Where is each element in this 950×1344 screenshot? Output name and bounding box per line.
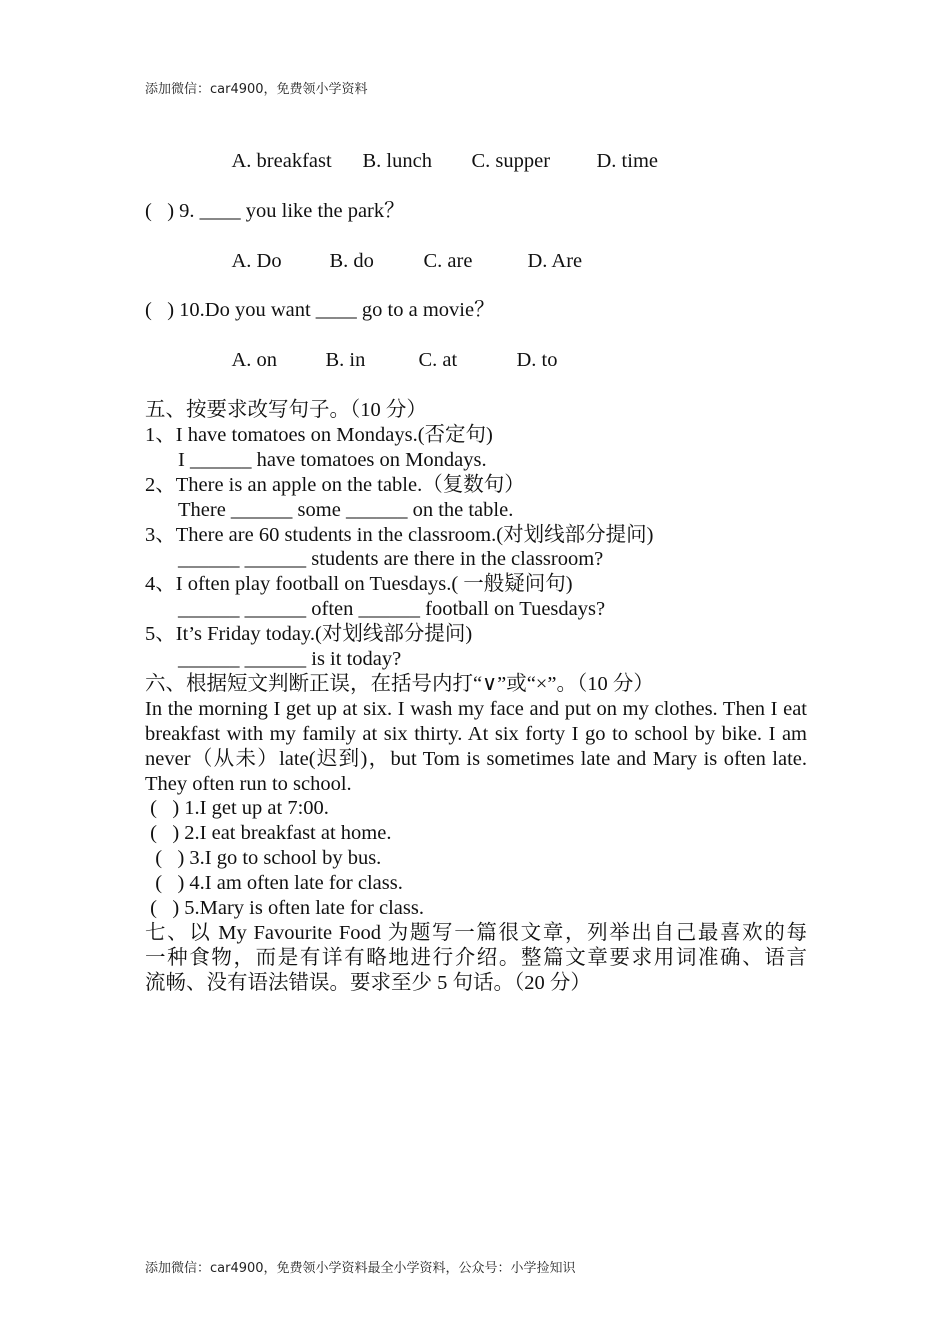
q9-option-b: B. do: [329, 249, 374, 272]
s6-item-3: ( ) 3.I go to school by bus.: [145, 847, 382, 870]
q9-question: ( ) 9. ____ you like the park？: [145, 199, 405, 222]
s6-item-1: ( ) 1.I get up at 7:00.: [145, 797, 329, 820]
section5-title: 五、按要求改写句子。（10 分）: [145, 398, 427, 421]
q9-option-c: C. are: [423, 249, 473, 272]
q8-option-b: B. lunch: [362, 149, 432, 172]
page-header: 添加微信：car4900，免费领小学资料: [145, 82, 368, 97]
s5-item-2-question: 2、There is an apple on the table.（复数句）: [145, 473, 525, 496]
section7-line-3: 流畅、没有语法错误。要求至少 5 句话。（20 分）: [145, 971, 591, 994]
q8-options: [145, 124, 807, 199]
s5-item-4-answer: ______ ______ often ______ football on Tuesdays?: [178, 598, 606, 621]
q10-option-a: A. on: [231, 349, 278, 372]
section7-line-2: 一种食物，而是有详有略地进行介绍。整篇文章要求用词准确、语言: [145, 946, 807, 969]
section7-line-1: 七、以 My Favourite Food 为题写一篇很文章，列举出自己最喜欢的每: [145, 922, 807, 944]
page-footer: 添加微信：car4900，免费领小学资料最全小学资料，公众号：小学捡知识: [145, 1261, 576, 1276]
s6-item-4: ( ) 4.I am often late for class.: [145, 872, 403, 895]
q8-option-d: D. time: [596, 149, 658, 172]
s5-item-4-question: 4、I often play football on Tuesdays.( 一般疑问句): [145, 573, 573, 596]
s5-item-3-answer: ______ ______ students are there in the classroom?: [178, 548, 604, 571]
section6-title: 六、根据短文判断正误，在括号内打“∨”或“×”。（10 分）: [145, 672, 654, 695]
q10-options: [145, 323, 807, 398]
s5-item-1-question: 1、I have tomatoes on Mondays.(否定句): [145, 423, 493, 446]
s6-item-2: ( ) 2.I eat breakfast at home.: [145, 822, 392, 845]
q9-option-a: A. Do: [231, 249, 282, 272]
worksheet-content: [145, 124, 807, 996]
s5-item-3-question: 3、There are 60 students in the classroom.(对划线部分提问): [145, 523, 654, 546]
s6-item-5: ( ) 5.Mary is often late for class.: [145, 897, 424, 920]
q9-option-d: D. Are: [527, 249, 583, 272]
q10-option-c: C. at: [418, 349, 458, 372]
q8-option-c: C. supper: [471, 149, 551, 172]
q8-option-a: A. breakfast: [231, 149, 332, 172]
s5-item-1-answer: I ______ have tomatoes on Mondays.: [178, 448, 487, 471]
section6-passage: In the morning I get up at six. I wash my face and put on my clothes. Then I eat breakfast with my family at six thirty. At six forty I go to school by bike. I am never（从未）late(迟到)，but Tom is sometimes late and Mary is often late. They often run to school.: [145, 697, 807, 795]
q10-option-d: D. to: [516, 349, 558, 372]
s5-item-5-answer: ______ ______ is it today?: [178, 648, 402, 671]
s5-item-2-answer: There ______ some ______ on the table.: [178, 498, 514, 521]
q9-options: [145, 224, 807, 299]
q10-question: ( ) 10.Do you want ____ go to a movie？: [145, 299, 495, 322]
s5-item-5-question: 5、It’s Friday today.(对划线部分提问): [145, 623, 473, 646]
q10-option-b: B. in: [325, 349, 366, 372]
